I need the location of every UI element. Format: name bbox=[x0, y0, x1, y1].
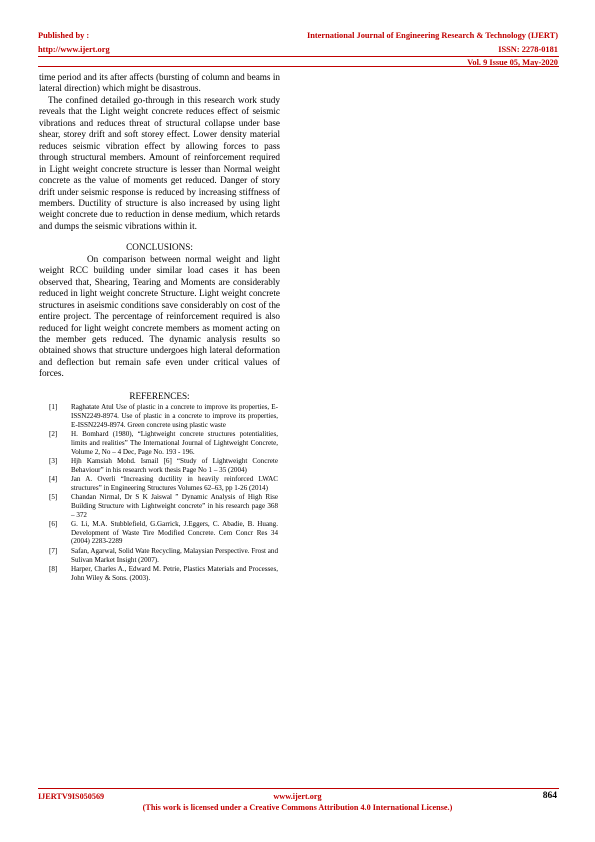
text-column bbox=[39, 72, 280, 583]
journal-name: International Journal of Engineering Research & Technology (IJERT) bbox=[306, 31, 558, 40]
reference-number: [6] bbox=[49, 519, 58, 528]
publisher-label: Published by : bbox=[38, 31, 90, 40]
issn: ISSN: 2278-0181 bbox=[498, 44, 558, 54]
header-divider-top bbox=[38, 56, 559, 57]
footer-site-text[interactable]: www.ijert.org bbox=[273, 792, 322, 801]
header-left bbox=[38, 29, 110, 56]
references-heading: REFERENCES: bbox=[129, 390, 190, 401]
footer-divider bbox=[38, 788, 559, 789]
page-number: 864 bbox=[542, 791, 557, 801]
reference-item bbox=[39, 565, 280, 583]
reference-number: [5] bbox=[49, 493, 58, 502]
conclusions-heading: CONCLUSIONS: bbox=[126, 242, 193, 253]
paragraph-findings: The confined detailed go-through in this research work study reveals that the Light weight concrete reduces effect of seismic vibrations and reduces threat of structural collapse under base shear, storey drift and soft storey effect. Lower density material reduces seismic vibration effect by allowing forces to pass through structural members. Amount of reinforcement required in Light weight concrete structure is lesser than Normal weight concrete as the value of moments get reduced. Danger of story drift under seismic response is reduced by increasing stiffness of members. Ductility of structure is also increased by using light weight concrete due to reduction in dense medium, which retards and dumps the seismic vibrations within it. bbox=[39, 94, 280, 231]
reference-item bbox=[39, 520, 280, 546]
reference-number: [3] bbox=[49, 456, 58, 465]
reference-number: [1] bbox=[49, 403, 58, 412]
journal-url-link[interactable]: http://www.ijert.org bbox=[38, 44, 110, 54]
reference-number: [8] bbox=[49, 564, 58, 573]
footer-site-link bbox=[0, 792, 595, 801]
reference-item bbox=[39, 457, 280, 475]
reference-item bbox=[39, 430, 280, 456]
license-note: (This work is licensed under a Creative Commons Attribution 4.0 International License.) bbox=[142, 803, 453, 812]
reference-text: Jan A. Overli “Increasing ductility in heavily reinforced LWAC structures” in Engineering Structures Volumes 62–63, pp 1-26 (2014) bbox=[71, 475, 278, 492]
paper-id: IJERTV9IS050569 bbox=[38, 792, 105, 801]
reference-number: [2] bbox=[49, 430, 58, 439]
header-divider-bottom bbox=[38, 66, 559, 67]
reference-item bbox=[39, 475, 280, 493]
reference-text: G. Li, M.A. Stubblefield, G.Garrick, J.Eggers, C. Abadie, B. Huang. Development of Waste Tire Modified Concrete. Cem Concr Res 34 (2004) 2283-2289 bbox=[71, 519, 278, 546]
reference-text: Safan, Agarwal, Solid Wate Recycling, Malaysian Perspective. Frost and Sulivan Market Insight (2007). bbox=[71, 546, 278, 564]
volume-issue: Vol. 9 Issue 05, May-2020 bbox=[467, 58, 558, 67]
reference-item bbox=[39, 403, 280, 429]
reference-item bbox=[39, 547, 280, 565]
reference-number: [4] bbox=[49, 475, 58, 484]
reference-text: Harper, Charles A., Edward M. Petrie, Plastics Materials and Processes, John Wiley & Sons. (2003). bbox=[71, 564, 278, 582]
reference-text: H. Bomhard (1980), “Lightweight concrete structures potentialities, limits and realities” The International Journal of Lightweight Concrete, Volume 2, No – 4 Dec, Page No. 193 - 196. bbox=[71, 430, 278, 456]
header-right bbox=[307, 29, 558, 70]
conclusions-paragraph: On comparison between normal weight and light weight RCC building under similar load cases it has been observed that, Shearing, Tearing and Moments are considerably reduced in light weight concrete Structure. Light weight concrete structures in aseismic conditions save considerably on cost of the entire project. The percentage of reinforcement required is also reduced for light weight concrete members as moment acting on the member gets reduced. The dynamic analysis results so obtained shows that structure undergoes high lateral deformation and deflection but remain safe even under critical values of forces. bbox=[39, 253, 280, 379]
reference-text: Raghatate Atul Use of plastic in a concrete to improve its properties, E-ISSN2249-8974. Use of plastic in a concrete to improve its properties, E-ISSN2249-8974. Green concrete using plastic waste bbox=[71, 403, 278, 429]
reference-list bbox=[39, 403, 280, 582]
reference-text: Hjh Kamsiah Mohd. Ismail [6] “Study of Lightweight Concrete Behaviour” in his research work thesis Page No 1 – 35 (2004) bbox=[71, 456, 278, 474]
reference-number: [7] bbox=[49, 546, 58, 555]
reference-item bbox=[39, 493, 280, 519]
paragraph-continued: time period and its after affects (bursting of column and beams in lateral direction) which might be disastrous. bbox=[39, 72, 280, 94]
reference-text: Chandan Nirmal, Dr S K Jaiswal ” Dynamic Analysis of High Rise Building Structure with Lightweight concrete” in his research page 368 – 372 bbox=[71, 493, 278, 519]
